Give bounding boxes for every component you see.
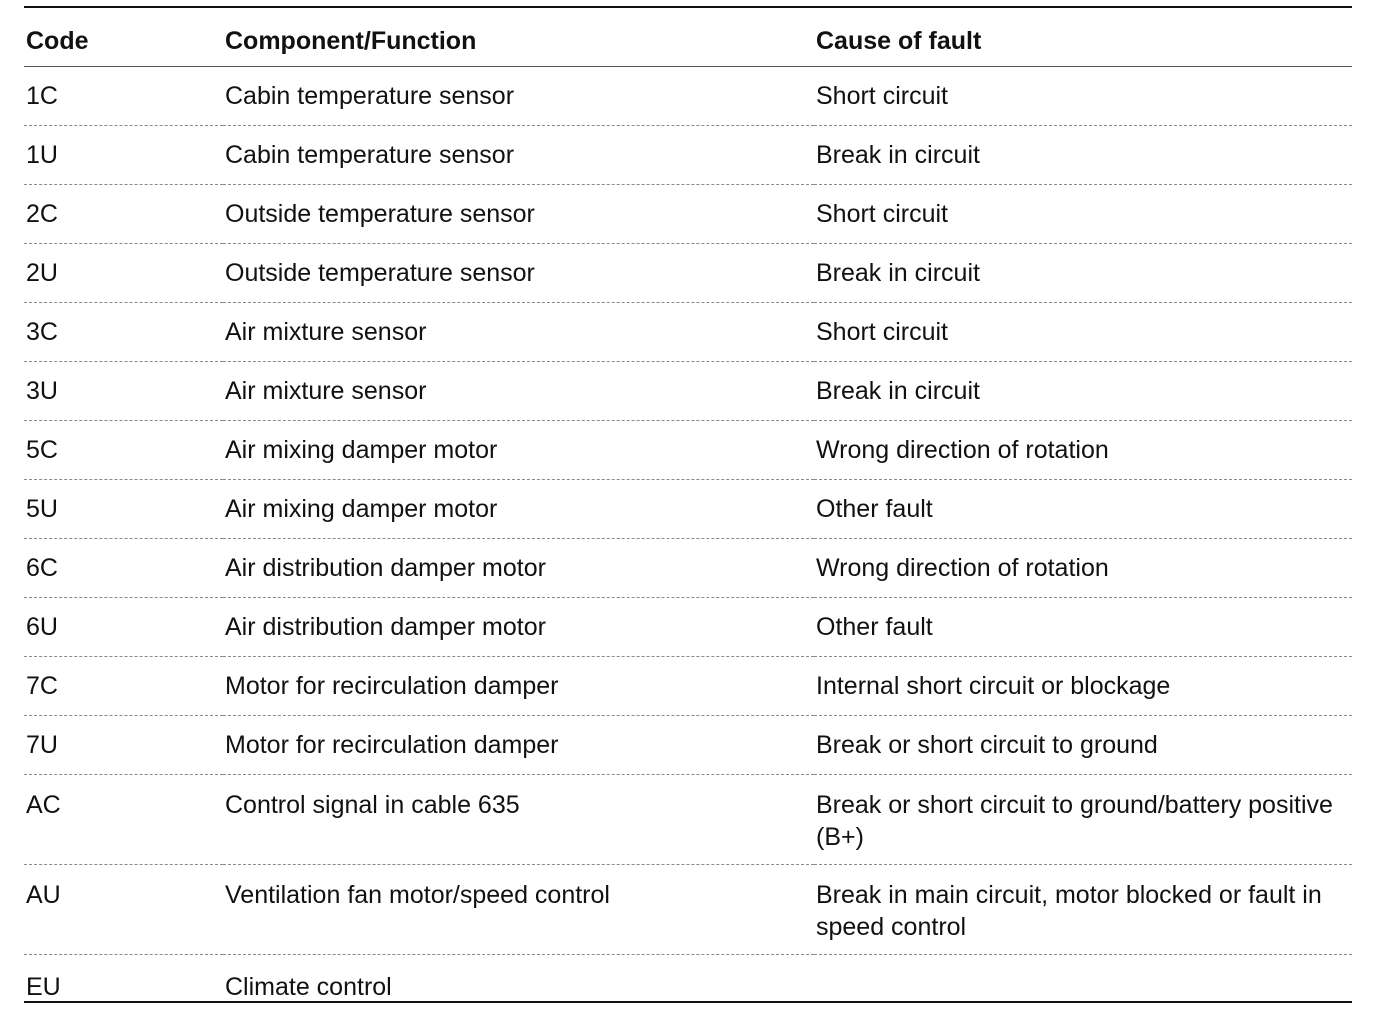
table-row xyxy=(24,775,1352,865)
cause-cell: Wrong direction of rotation xyxy=(814,539,1352,598)
component-cell: Air mixing damper motor xyxy=(223,421,814,480)
table-row xyxy=(24,955,1352,1019)
table-row xyxy=(24,362,1352,421)
header-code-label: Code xyxy=(26,27,89,55)
table-row xyxy=(24,303,1352,362)
cause-cell: Wrong direction of rotation xyxy=(814,421,1352,480)
component-cell: Climate control xyxy=(223,955,814,1019)
code-cell: 1C xyxy=(24,67,223,126)
table-row xyxy=(24,539,1352,598)
table-row xyxy=(24,126,1352,185)
header-cause-label: Cause of fault xyxy=(816,27,981,55)
code-cell: 2U xyxy=(24,244,223,303)
header-code xyxy=(24,16,223,67)
table-row xyxy=(24,865,1352,955)
component-cell: Air distribution damper motor xyxy=(223,598,814,657)
top-rule xyxy=(24,6,1352,8)
component-cell: Outside temperature sensor xyxy=(223,185,814,244)
table-header-row xyxy=(24,16,1352,67)
cause-cell: Other fault xyxy=(814,480,1352,539)
cause-cell xyxy=(814,955,1352,1019)
table-row xyxy=(24,716,1352,775)
table-row xyxy=(24,657,1352,716)
cause-cell: Internal short circuit or blockage xyxy=(814,657,1352,716)
code-cell: 6U xyxy=(24,598,223,657)
code-cell: 2C xyxy=(24,185,223,244)
code-cell: AC xyxy=(24,775,223,865)
cause-cell: Break in circuit xyxy=(814,244,1352,303)
code-cell: 3U xyxy=(24,362,223,421)
cause-cell: Other fault xyxy=(814,598,1352,657)
table-row xyxy=(24,421,1352,480)
code-cell: 3C xyxy=(24,303,223,362)
table-row xyxy=(24,598,1352,657)
component-cell: Ventilation fan motor/speed control xyxy=(223,865,814,955)
table-row xyxy=(24,244,1352,303)
code-cell: 5C xyxy=(24,421,223,480)
header-component xyxy=(223,16,814,67)
component-cell: Air distribution damper motor xyxy=(223,539,814,598)
cause-cell: Break or short circuit to ground xyxy=(814,716,1352,775)
code-cell: 7C xyxy=(24,657,223,716)
table-row xyxy=(24,185,1352,244)
component-cell: Motor for recirculation damper xyxy=(223,657,814,716)
cause-cell: Break in main circuit, motor blocked or fault in speed control xyxy=(814,865,1352,955)
code-cell: 5U xyxy=(24,480,223,539)
cause-cell: Break or short circuit to ground/battery positive (B+) xyxy=(814,775,1352,865)
code-cell: 7U xyxy=(24,716,223,775)
fault-code-table xyxy=(24,16,1352,1019)
table-row xyxy=(24,480,1352,539)
component-cell: Outside temperature sensor xyxy=(223,244,814,303)
header-cause xyxy=(814,16,1352,67)
component-cell: Motor for recirculation damper xyxy=(223,716,814,775)
code-cell: 6C xyxy=(24,539,223,598)
cause-cell: Break in circuit xyxy=(814,362,1352,421)
bottom-rule xyxy=(24,1001,1352,1003)
component-cell: Cabin temperature sensor xyxy=(223,126,814,185)
code-cell: EU xyxy=(24,955,223,1019)
code-cell: 1U xyxy=(24,126,223,185)
cause-cell: Short circuit xyxy=(814,185,1352,244)
component-cell: Air mixture sensor xyxy=(223,303,814,362)
component-cell: Cabin temperature sensor xyxy=(223,67,814,126)
cause-cell: Break in circuit xyxy=(814,126,1352,185)
table-row xyxy=(24,67,1352,126)
header-component-label: Component/Function xyxy=(225,27,476,55)
cause-cell: Short circuit xyxy=(814,303,1352,362)
component-cell: Air mixture sensor xyxy=(223,362,814,421)
component-cell: Air mixing damper motor xyxy=(223,480,814,539)
fault-code-document xyxy=(24,0,1352,1012)
code-cell: AU xyxy=(24,865,223,955)
component-cell: Control signal in cable 635 xyxy=(223,775,814,865)
cause-cell: Short circuit xyxy=(814,67,1352,126)
